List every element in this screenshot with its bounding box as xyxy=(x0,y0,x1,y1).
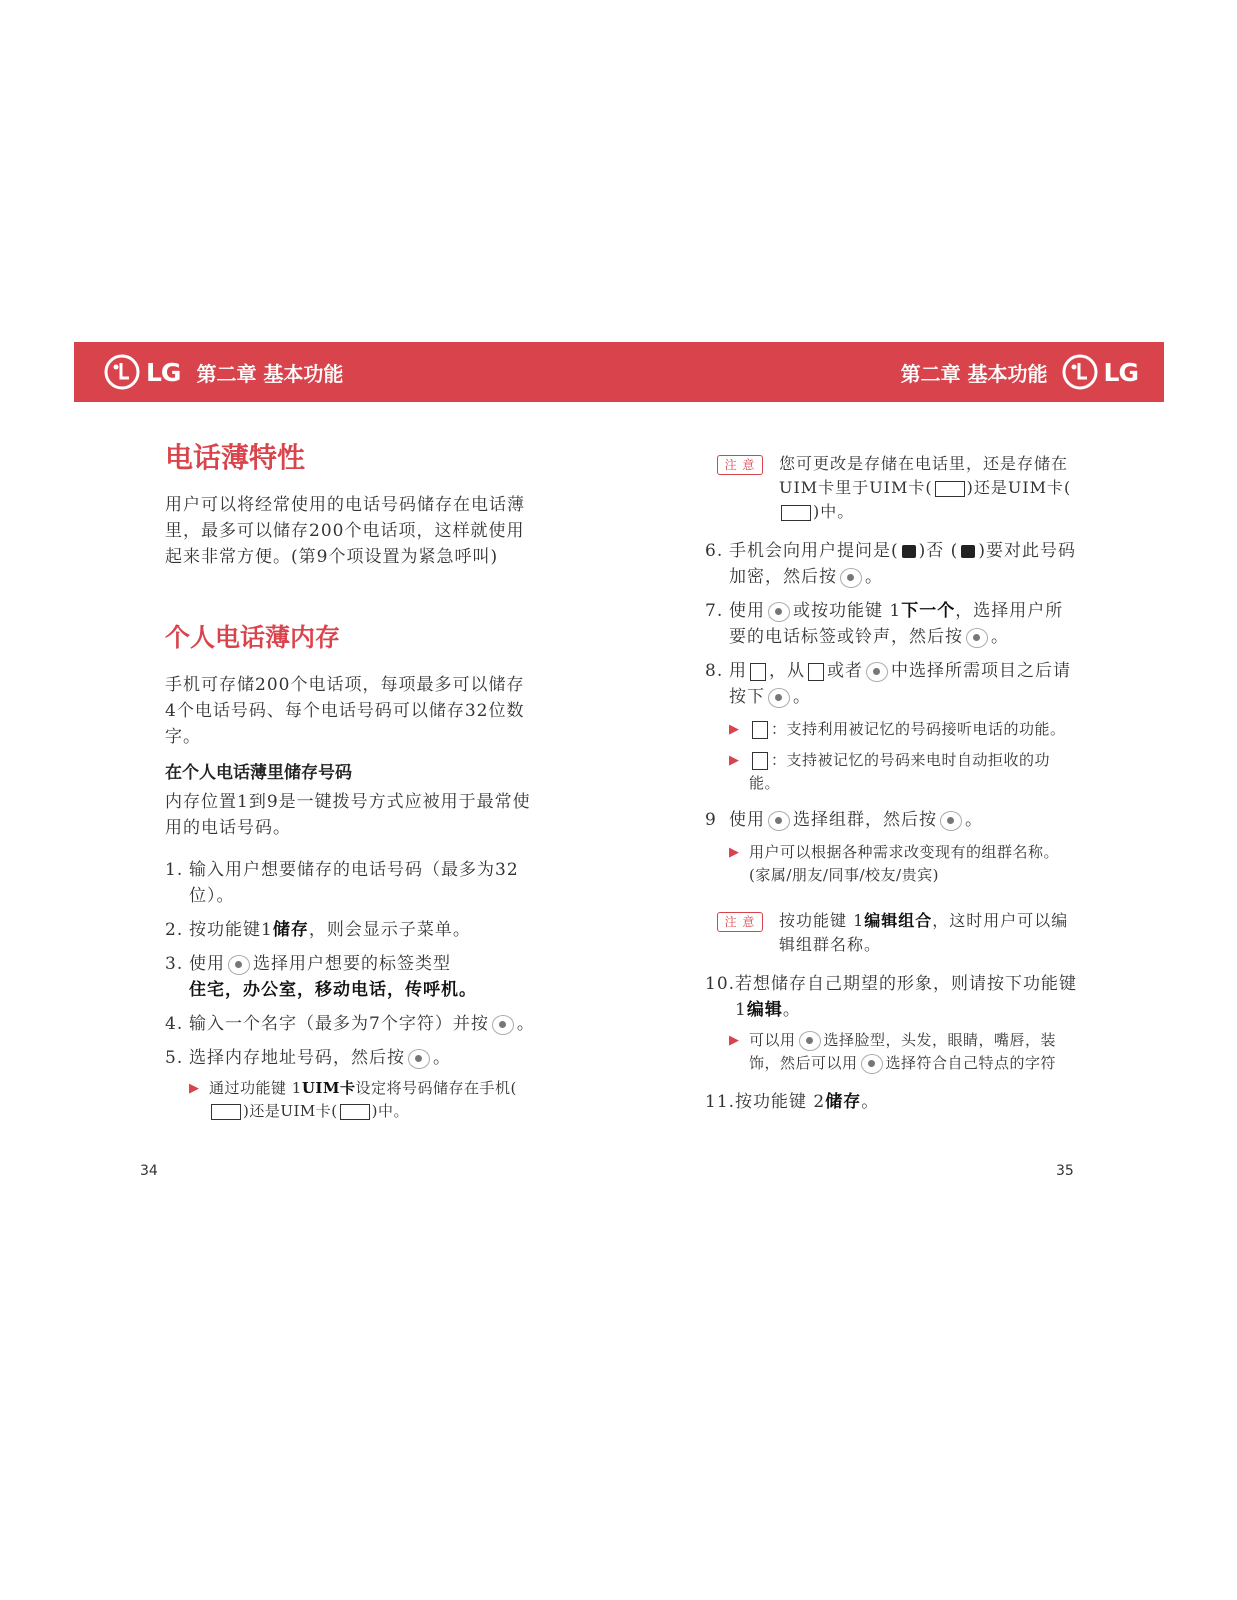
section-title-memory: 个人电话薄内存 xyxy=(165,623,341,652)
nav-key-icon xyxy=(866,662,888,682)
step-4: 4. 输入一个名字（最多为7个字符）并按 。 xyxy=(165,1014,535,1034)
nav-key-icon xyxy=(768,602,790,622)
step-2: 2. 按功能键1储存，则会显示子菜单。 xyxy=(165,920,471,940)
uim-card-icon xyxy=(340,1104,370,1120)
note-1: 注 意 您可更改是存储在电话里，还是存储在UIM卡里于UIM卡( )还是UIM卡()中。 xyxy=(717,452,1080,524)
note-badge: 注 意 xyxy=(717,455,763,475)
right-page xyxy=(705,452,1080,1115)
up-down-key-icon xyxy=(861,1054,883,1074)
step-6: 6. 手机会向用户提问是( )否 ( )要对此号码加密，然后按 。 xyxy=(705,541,1076,587)
step-10: 10. 若想储存自己期望的形象，则请按下功能键1编辑。 xyxy=(705,974,1077,1020)
lg-logo-icon xyxy=(104,354,140,390)
nav-key-icon xyxy=(768,811,790,831)
step-1: 1. 输入用户想要储存的电话号码（最多为32位）。 xyxy=(165,860,519,906)
nav-key-icon xyxy=(228,955,250,975)
phone-memory-icon xyxy=(935,481,965,497)
step-9-bullet: ▶ 用户可以根据各种需求改变现有的组群名称。(家属/朋友/同事/校友/贵宾) xyxy=(705,841,1080,887)
ok-key-icon xyxy=(408,1049,430,1069)
arrow-icon: ▶ xyxy=(729,753,740,768)
auto-answer-icon xyxy=(752,721,768,739)
step-10-bullet: ▶ 可以用 选择脸型，头发，眼睛，嘴唇，装饰，然后可以用 选择符合自己特点的字符 xyxy=(705,1029,1080,1075)
ok-key-icon xyxy=(840,568,862,588)
chapter-header-bar xyxy=(74,342,1164,402)
arrow-icon: ▶ xyxy=(189,1081,200,1096)
section-title-phonebook: 电话薄特性 xyxy=(165,441,306,474)
memory-paragraph: 手机可存储200个电话项，每项最多可以储存4个电话号码、每个电话号码可以储存32位数字。 xyxy=(165,675,525,747)
speed-dial-paragraph: 内存位置1到9是一键拨号方式应被用于最常使用的电话号码。 xyxy=(165,792,531,838)
intro-paragraph: 用户可以将经常使用的电话号码储存在电话薄里，最多可以储存200个电话项，这样就使用起来非常方便。(第9个项设置为紧急呼叫) xyxy=(165,495,525,567)
ok-key-icon xyxy=(966,628,988,648)
phone-memory-icon xyxy=(211,1104,241,1120)
chapter-title-right: 第二章 基本功能 xyxy=(900,361,1048,386)
header-left xyxy=(104,342,343,402)
step-11: 11. 按功能键 2储存。 xyxy=(705,1092,880,1112)
auto-reject-icon xyxy=(808,663,824,681)
step-8: 8. 用 ，从 或者 中选择所需项目之后请按下 。 xyxy=(705,661,1071,707)
step-8-bullet-b: ▶ ：支持被记忆的号码来电时自动拒收的功能。 xyxy=(705,749,1080,795)
ok-key-icon xyxy=(940,811,962,831)
step-3: 3. 使用 选择用户想要的标签类型 住宅，办公室，移动电话，传呼机。 xyxy=(165,954,477,1000)
brand-text: LG xyxy=(146,357,181,387)
step-5: 5. 选择内存地址号码，然后按 。 xyxy=(165,1048,451,1068)
page-number-left: 34 xyxy=(140,1163,158,1179)
arrow-icon: ▶ xyxy=(729,722,740,737)
header-right xyxy=(901,342,1144,402)
nav-key-icon xyxy=(799,1031,821,1051)
auto-reject-icon xyxy=(752,752,768,770)
unlock-icon xyxy=(902,545,916,558)
note-2: 注 意 按功能键 1编辑组合，这时用户可以编辑组群名称。 xyxy=(717,909,1080,957)
left-page xyxy=(165,436,535,1123)
auto-answer-icon xyxy=(750,663,766,681)
chapter-title-left: 第二章 基本功能 xyxy=(196,361,344,386)
subheading-save-number: 在个人电话薄里储存号码 xyxy=(165,763,352,783)
ok-key-icon xyxy=(492,1015,514,1035)
lg-logo-icon xyxy=(1062,354,1098,390)
lock-icon xyxy=(961,545,975,558)
step-7: 7. 使用 或按功能键 1下一个，选择用户所要的电话标签或铃声，然后按 。 xyxy=(705,601,1064,647)
brand-text: LG xyxy=(1103,357,1138,387)
arrow-icon: ▶ xyxy=(729,845,740,860)
page-number-right: 35 xyxy=(1056,1163,1074,1179)
uim-card-icon xyxy=(781,505,811,521)
step-5-bullet: ▶ 通过功能键 1UIM卡设定将号码储存在手机()还是UIM卡( )中。 xyxy=(165,1077,535,1123)
note-badge: 注 意 xyxy=(717,912,763,932)
ok-key-icon xyxy=(768,688,790,708)
step-9: 9 使用 选择组群，然后按 。 xyxy=(705,810,983,830)
step-8-bullet-a: ▶ ：支持利用被记忆的号码接听电话的功能。 xyxy=(705,718,1080,741)
arrow-icon: ▶ xyxy=(729,1033,740,1048)
